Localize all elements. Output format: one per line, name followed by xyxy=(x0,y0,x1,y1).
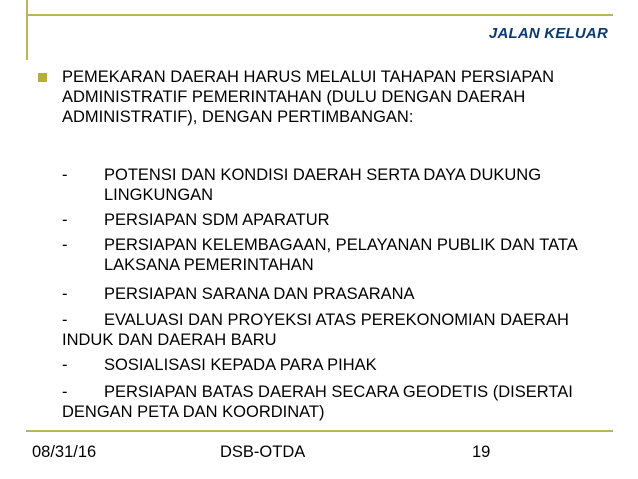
dash-marker: - xyxy=(62,285,68,303)
footer-date: 08/31/16 xyxy=(32,443,97,461)
frame-top-line xyxy=(26,14,613,16)
list-item-text: PERSIAPAN SDM APARATUR xyxy=(104,211,330,229)
frame-left-line xyxy=(26,0,28,60)
square-bullet-icon xyxy=(38,73,47,82)
list-item xyxy=(62,235,607,275)
list-item xyxy=(62,165,607,205)
intro-text: PEMEKARAN DAERAH HARUS MELALUI TAHAPAN PERSIAPAN ADMINISTRATIF PEMERINTAHAN (DULU DENGAN DAERAH ADMINISTRATIF), DENGAN PERTIMBANGAN: xyxy=(62,68,555,126)
list-item xyxy=(62,284,607,304)
list-item-text: PERSIAPAN KELEMBAGAAN, PELAYANAN PUBLIK DAN TATA LAKSANA PEMERINTAHAN xyxy=(104,236,577,274)
list-item-text: POTENSI DAN KONDISI DAERAH SERTA DAYA DUKUNG LINGKUNGAN xyxy=(104,166,542,204)
frame-bottom-line xyxy=(26,430,613,432)
list-item xyxy=(62,210,607,230)
dash-marker: - xyxy=(62,311,68,329)
list-item xyxy=(62,310,607,350)
dash-marker: - xyxy=(62,166,68,184)
dash-marker: - xyxy=(62,236,68,254)
dash-marker: - xyxy=(62,211,68,229)
list-item-text: PERSIAPAN SARANA DAN PRASARANA xyxy=(104,285,415,303)
list-item-text: PERSIAPAN BATAS DAERAH SECARA GEODETIS (DISERTAI DENGAN PETA DAN KOORDINAT) xyxy=(62,383,573,421)
dash-marker: - xyxy=(62,383,68,401)
footer-page-number: 19 xyxy=(472,443,491,461)
list-item xyxy=(62,355,607,375)
slide-title: JALAN KELUAR xyxy=(488,25,608,42)
dash-marker: - xyxy=(62,356,68,374)
list-item xyxy=(62,382,607,422)
footer-center-text: DSB-OTDA xyxy=(220,443,306,461)
list-item-text: EVALUASI DAN PROYEKSI ATAS PEREKONOMIAN DAERAH INDUK DAN DAERAH BARU xyxy=(62,311,569,349)
list-item-text: SOSIALISASI KEPADA PARA PIHAK xyxy=(104,356,377,374)
